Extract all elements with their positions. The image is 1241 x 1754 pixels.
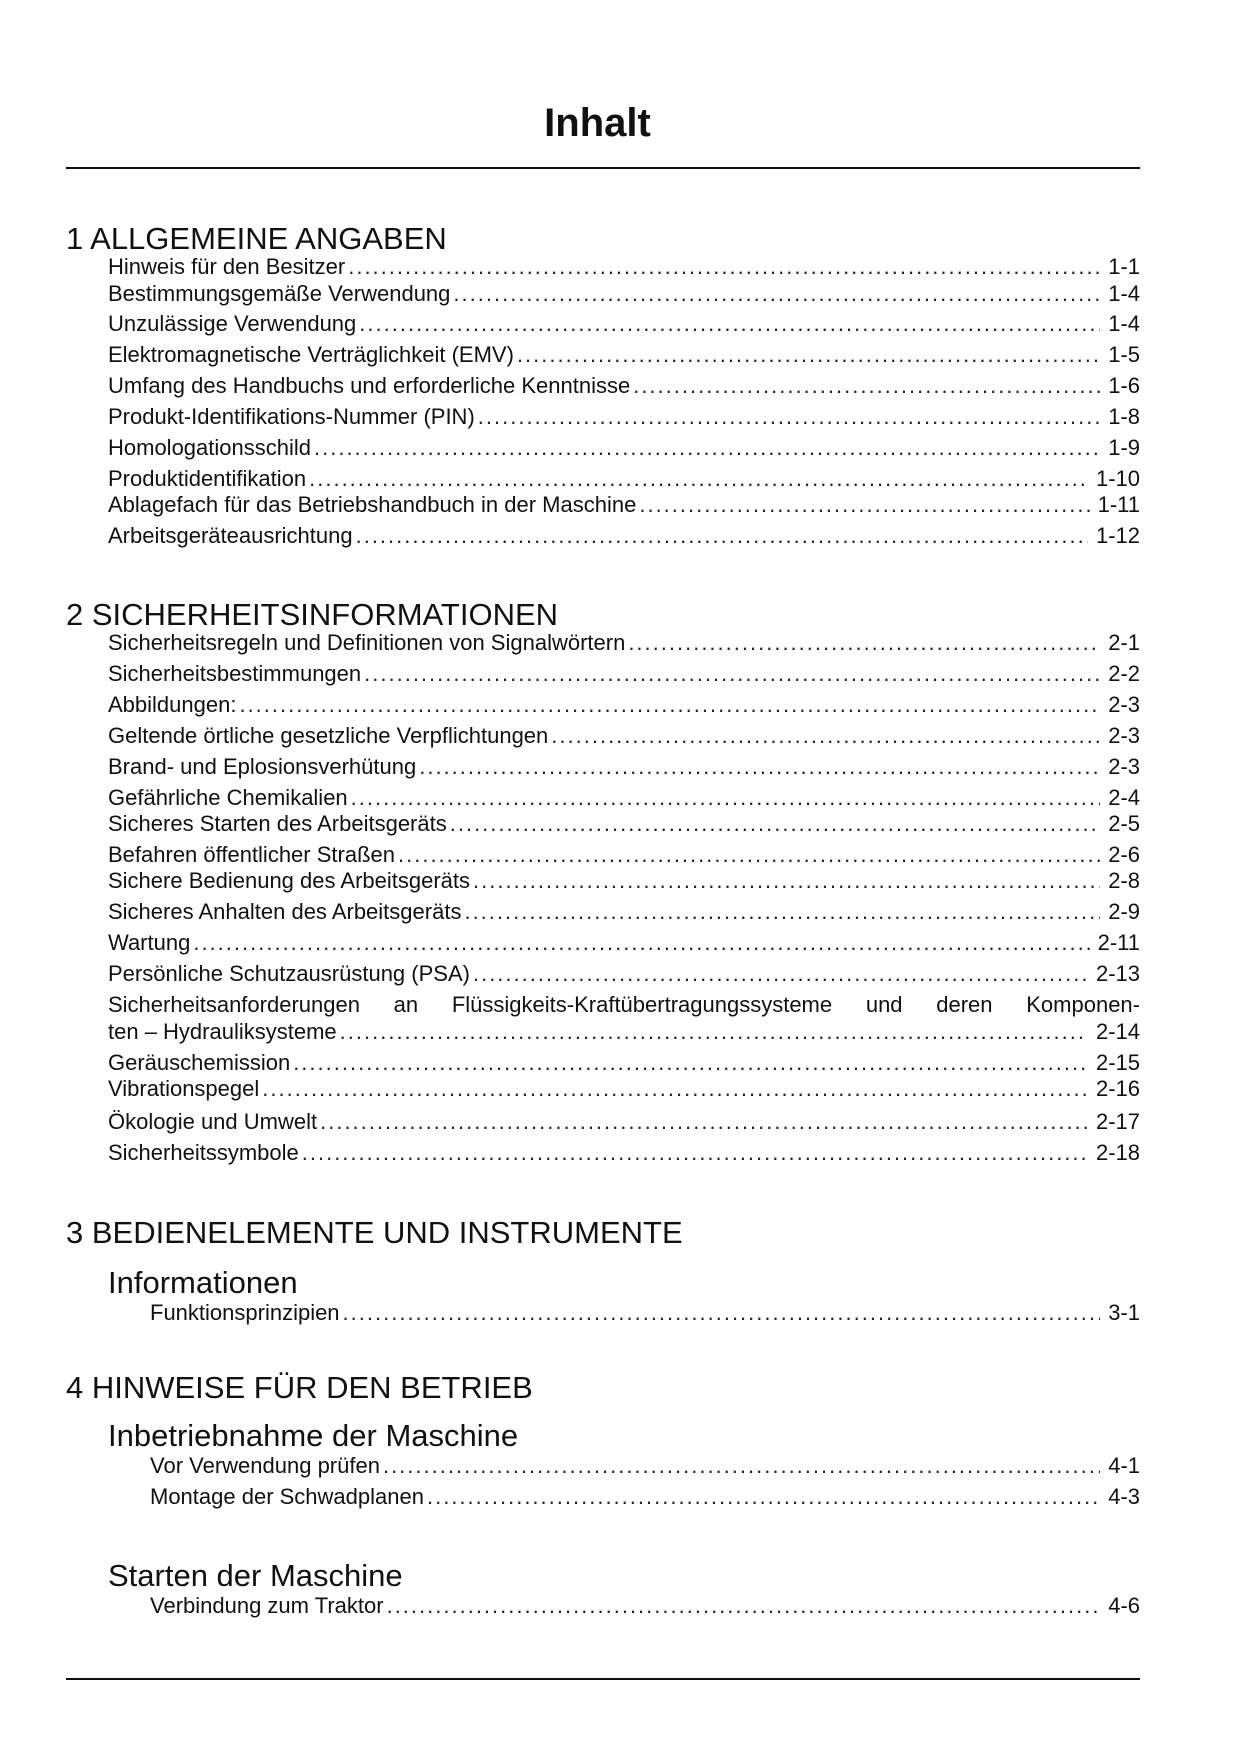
toc-entry-title: Bestimmungsgemäße Verwendung [108, 281, 451, 306]
toc-entry-title: Vibrationspegel [108, 1076, 260, 1101]
dot-leader [343, 1302, 1101, 1324]
toc-entry-title: Brand- und Eplosionsverhütung [108, 754, 417, 779]
toc-entry[interactable] [108, 283, 1140, 305]
toc-entry-title: Befahren öffentlicher Straßen [108, 842, 395, 867]
toc-entry-title: Sichere Bedienung des Arbeitsgeräts [108, 868, 471, 893]
subsection-heading: Starten der Maschine [108, 1558, 403, 1593]
dot-leader [398, 844, 1100, 866]
toc-entry-page: 2-8 [1108, 868, 1140, 893]
toc-entry[interactable] [108, 1142, 1140, 1164]
dot-leader [320, 1111, 1088, 1133]
toc-entry[interactable] [108, 1111, 1140, 1133]
dot-leader [478, 406, 1100, 428]
toc-entry[interactable] [108, 1021, 1140, 1043]
dot-leader [628, 632, 1100, 654]
toc-entry-page: 2-3 [1108, 692, 1140, 717]
toc-entry[interactable] [150, 1595, 1140, 1617]
toc-entry[interactable] [108, 756, 1140, 778]
toc-entry[interactable] [108, 406, 1140, 428]
toc-entry[interactable] [108, 437, 1140, 459]
toc-entry[interactable] [108, 632, 1140, 654]
toc-entry-title: Funktionsprinzipien [150, 1300, 340, 1325]
toc-entry-title: Produktidentifikation [108, 466, 307, 491]
toc-entry-page: 1-4 [1108, 281, 1140, 306]
toc-entry-page: 1-11 [1097, 492, 1140, 517]
toc-entry-page: 4-3 [1108, 1484, 1140, 1509]
toc-entry-title: Ökologie und Umwelt [108, 1109, 318, 1134]
dot-leader [473, 870, 1100, 892]
toc-entry-page: 2-17 [1095, 1109, 1140, 1134]
toc-entry-page: 2-13 [1095, 961, 1140, 986]
toc-entry[interactable] [150, 1455, 1140, 1477]
toc-entry-title: Homologationsschild [108, 435, 311, 460]
toc-entry-page: 4-1 [1108, 1453, 1140, 1478]
toc-entry-title: ten – Hydrauliksysteme [108, 1019, 337, 1044]
dot-leader [419, 756, 1100, 778]
dot-leader [453, 283, 1100, 305]
toc-entry-page: 2-2 [1108, 661, 1140, 686]
toc-entry[interactable] [108, 525, 1140, 547]
toc-entry-page: 2-15 [1095, 1050, 1140, 1075]
dot-leader [551, 725, 1100, 747]
bottom-divider [66, 1678, 1140, 1680]
toc-entry-page: 2-5 [1108, 811, 1140, 836]
toc-entry-page: 1-10 [1095, 466, 1140, 491]
toc-entry[interactable] [108, 256, 1140, 278]
toc-entry-title: Sicherheitssymbole [108, 1140, 299, 1165]
toc-entry-page: 1-12 [1095, 523, 1140, 548]
dot-leader [364, 663, 1100, 685]
toc-entry[interactable] [108, 1078, 1140, 1100]
toc-entry-title: Unzulässige Verwendung [108, 311, 357, 336]
toc-entry-title-line1[interactable]: Sicherheitsanforderungen an Flüssigkeits-Kraftübertragungssysteme und deren Komponen- [108, 992, 1140, 1017]
toc-entry[interactable] [108, 344, 1140, 366]
toc-entry-page: 2-4 [1108, 785, 1140, 810]
toc-entry[interactable] [108, 963, 1140, 985]
toc-entry[interactable] [150, 1486, 1140, 1508]
toc-entry[interactable] [108, 494, 1140, 516]
toc-entry[interactable] [108, 844, 1140, 866]
subsection-heading: Inbetriebnahme der Maschine [108, 1418, 519, 1453]
toc-entry-page: 3-1 [1108, 1300, 1140, 1325]
toc-entry[interactable] [108, 787, 1140, 809]
toc-entry-title: Produkt-Identifikations-Nummer (PIN) [108, 404, 475, 429]
dot-leader [450, 813, 1100, 835]
toc-entry-page: 2-3 [1108, 754, 1140, 779]
toc-entry-title: Geltende örtliche gesetzliche Verpflichtungen [108, 723, 549, 748]
toc-entry-title: Sicherheitsbestimmungen [108, 661, 362, 686]
dot-leader [387, 1595, 1101, 1617]
chapter-heading: 1 ALLGEMEINE ANGABEN [66, 221, 447, 256]
dot-leader [293, 1052, 1088, 1074]
dot-leader [633, 375, 1100, 397]
chapter-heading: 3 BEDIENELEMENTE UND INSTRUMENTE [66, 1215, 683, 1250]
toc-entry-title: Arbeitsgeräteausrichtung [108, 523, 353, 548]
toc-entry-title: Sicheres Anhalten des Arbeitsgeräts [108, 899, 462, 924]
toc-entry-title: Wartung [108, 930, 191, 955]
toc-entry-title: Elektromagnetische Verträglichkeit (EMV) [108, 342, 514, 367]
top-divider [66, 167, 1140, 169]
toc-entry-title: Verbindung zum Traktor [150, 1593, 384, 1618]
toc-entry[interactable] [108, 870, 1140, 892]
dot-leader [359, 313, 1100, 335]
toc-entry-title: Geräuschemission [108, 1050, 291, 1075]
toc-entry-title: Abbildungen: [108, 692, 237, 717]
toc-entry[interactable] [108, 1052, 1140, 1074]
dot-leader [348, 256, 1100, 278]
dot-leader [314, 437, 1100, 459]
toc-entry[interactable] [108, 375, 1140, 397]
dot-leader [464, 901, 1100, 923]
toc-entry-title: Montage der Schwadplanen [150, 1484, 424, 1509]
chapter-heading: 4 HINWEISE FÜR DEN BETRIEB [66, 1370, 533, 1405]
toc-entry-page: 2-16 [1095, 1076, 1140, 1101]
toc-entry-page: 2-18 [1095, 1140, 1140, 1165]
toc-entry[interactable] [108, 725, 1140, 747]
toc-entry-title: Vor Verwendung prüfen [150, 1453, 380, 1478]
toc-entry-page: 1-8 [1108, 404, 1140, 429]
dot-leader [239, 694, 1100, 716]
subsection-heading: Informationen [108, 1265, 298, 1300]
page-title: Inhalt [544, 101, 651, 145]
dot-leader [340, 1021, 1088, 1043]
toc-entry-page: 1-6 [1108, 373, 1140, 398]
dot-leader [473, 963, 1088, 985]
dot-leader [427, 1486, 1100, 1508]
toc-entry[interactable] [108, 313, 1140, 335]
dot-leader [639, 494, 1089, 516]
toc-entry[interactable] [108, 813, 1140, 835]
dot-leader [262, 1078, 1088, 1100]
toc-entry[interactable] [108, 663, 1140, 685]
dot-leader [309, 468, 1088, 490]
toc-entry[interactable] [150, 1302, 1140, 1324]
dot-leader [356, 525, 1088, 547]
toc-entry-page: 2-11 [1097, 930, 1140, 955]
toc-entry-page: 2-6 [1108, 842, 1140, 867]
toc-entry-title: Umfang des Handbuchs und erforderliche Kenntnisse [108, 373, 631, 398]
toc-entry-title: Persönliche Schutzausrüstung (PSA) [108, 961, 470, 986]
dot-leader [351, 787, 1101, 809]
toc-entry[interactable] [108, 694, 1140, 716]
toc-entry-title: Gefährliche Chemikalien [108, 785, 348, 810]
toc-entry-page: 1-1 [1108, 254, 1140, 279]
chapter-heading: 2 SICHERHEITSINFORMATIONEN [66, 597, 559, 632]
toc-entry[interactable] [108, 468, 1140, 490]
toc-entry-page: 4-6 [1108, 1593, 1140, 1618]
toc-entry-page: 1-5 [1108, 342, 1140, 367]
toc-entry-page: 1-4 [1108, 311, 1140, 336]
toc-entry-title: Sicheres Starten des Arbeitsgeräts [108, 811, 447, 836]
toc-entry-title: Ablagefach für das Betriebshandbuch in der Maschine [108, 492, 637, 517]
toc-entry-title: Hinweis für den Besitzer [108, 254, 346, 279]
toc-entry-page: 2-3 [1108, 723, 1140, 748]
dot-leader [383, 1455, 1100, 1477]
toc-entry[interactable] [108, 901, 1140, 923]
toc-entry-page: 2-14 [1095, 1019, 1140, 1044]
toc-entry-page: 2-9 [1108, 899, 1140, 924]
dot-leader [302, 1142, 1088, 1164]
dot-leader [193, 932, 1089, 954]
toc-entry-page: 2-1 [1108, 630, 1140, 655]
dot-leader [517, 344, 1100, 366]
toc-entry-page: 1-9 [1108, 435, 1140, 460]
toc-entry[interactable] [108, 932, 1140, 954]
toc-entry-title: Sicherheitsregeln und Definitionen von Signalwörtern [108, 630, 626, 655]
